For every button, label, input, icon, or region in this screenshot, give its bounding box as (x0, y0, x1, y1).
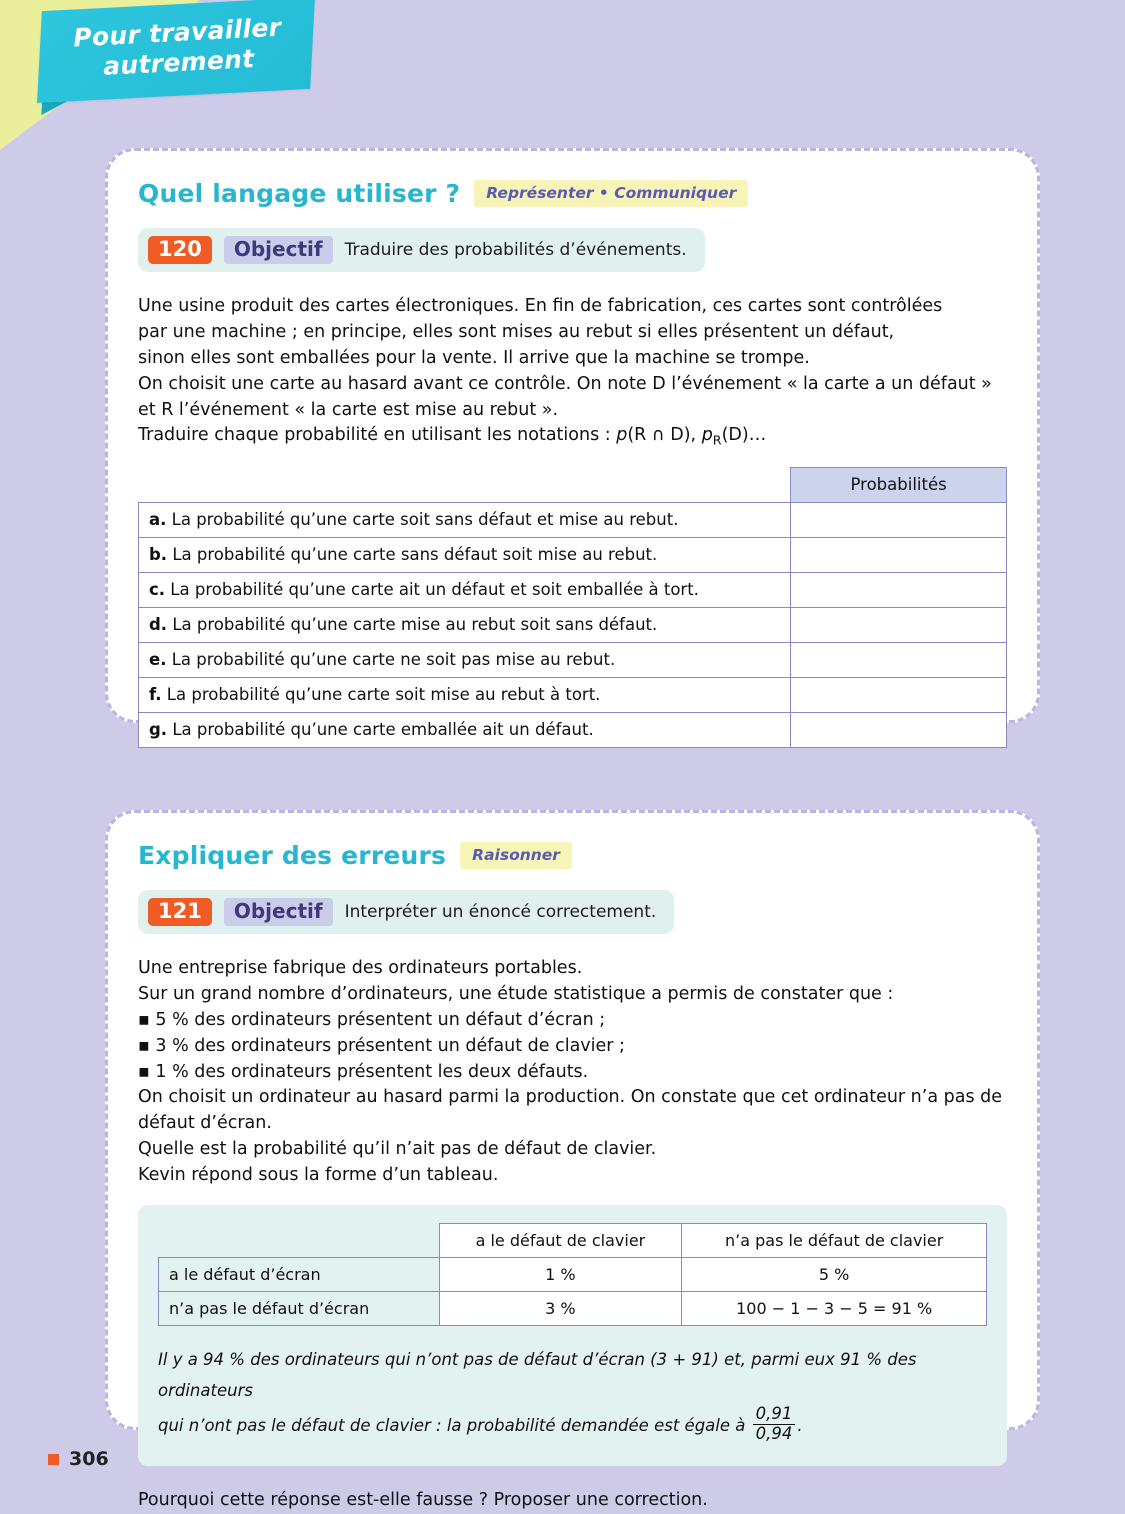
table-header-blank (139, 467, 791, 502)
table-corner-cell (159, 1224, 440, 1258)
statement-notation-prefix: Traduire chaque probabilité en utilisant les notations : (138, 425, 617, 446)
table-header-pas-clavier: n’a pas le défaut de clavier (682, 1224, 987, 1258)
statement-line: Sur un grand nombre d’ordinateurs, une étude statistique a permis de constater que : (138, 983, 894, 1004)
exercise-number-120: 120 (148, 236, 212, 264)
table-header-clavier: a le défaut de clavier (439, 1224, 682, 1258)
notation-arg2: (D)… (721, 425, 767, 446)
kevin-reasoning-text (158, 1344, 987, 1446)
table-row (159, 1258, 987, 1292)
table-cell: 100 − 1 − 3 − 5 = 91 % (682, 1292, 987, 1326)
notation-subscript: R (712, 432, 722, 448)
objective-badge-121: Objectif (224, 898, 333, 926)
competence-tag-121: Raisonner (460, 842, 572, 869)
table-cell-statement (139, 502, 791, 537)
kevin-line-2-end: . (797, 1415, 803, 1435)
table-rowhead-ecran: a le défaut d’écran (159, 1258, 440, 1292)
statement-notation-line (138, 423, 1007, 450)
defect-table-121 (158, 1223, 987, 1326)
statement-line: par une machine ; en principe, elles sont mises au rebut si elles présentent un défaut, (138, 321, 895, 342)
statement-bullet: ▪ 3 % des ordinateurs présentent un défaut de clavier ; (138, 1035, 625, 1056)
kevin-line-2-text: qui n’ont pas le défaut de clavier : la probabilité demandée est égale à (158, 1415, 751, 1435)
exercise-number-121: 121 (148, 898, 212, 926)
row-text: La probabilité qu’une carte emballée ait un défaut. (167, 719, 594, 739)
section-title-121: Expliquer des erreurs (138, 841, 447, 870)
row-letter: a. (149, 509, 167, 529)
table-cell-answer[interactable] (791, 502, 1007, 537)
notation-arg1: (R ∩ D), (627, 425, 702, 446)
corner-banner-line2: autrement (102, 43, 256, 81)
statement-line: Une entreprise fabrique des ordinateurs portables. (138, 958, 583, 978)
table-row (139, 572, 1007, 607)
table-header-probabilites: Probabilités (791, 467, 1007, 502)
table-cell: 1 % (439, 1258, 682, 1292)
statement-120 (138, 294, 1007, 451)
statement-line: sinon elles sont emballées pour la vente. Il arrive que la machine se trompe. (138, 347, 810, 368)
row-letter: e. (149, 649, 167, 669)
row-letter: g. (149, 719, 168, 739)
statement-line: et R l’événement « la carte est mise au rebut ». (138, 399, 559, 420)
statement-bullet: ▪ 1 % des ordinateurs présentent les deux défauts. (138, 1061, 589, 1082)
row-letter: d. (149, 614, 168, 634)
section-header-120 (138, 179, 1007, 208)
statement-line: Kevin répond sous la forme d’un tableau. (138, 1165, 499, 1186)
fraction (753, 1405, 796, 1444)
row-text: La probabilité qu’une carte soit mise au rebut à tort. (161, 684, 601, 704)
table-cell-statement (139, 712, 791, 747)
exercise-card-120 (105, 148, 1040, 739)
row-text: La probabilité qu’une carte ait un défaut et soit emballée à tort. (165, 579, 699, 599)
table-row (139, 712, 1007, 747)
table-cell-answer[interactable] (791, 642, 1007, 677)
statement-121 (138, 956, 1007, 1189)
corner-banner (0, 0, 330, 160)
table-header-row (159, 1224, 987, 1258)
objective-row-121 (138, 890, 674, 934)
table-row (139, 502, 1007, 537)
table-cell-statement (139, 677, 791, 712)
statement-line: On choisit un ordinateur au hasard parmi la production. On constate que cet ordinateur n’a pas de défaut d’écran. (138, 1087, 1003, 1134)
notation-p2: p (701, 425, 713, 446)
table-row (139, 642, 1007, 677)
page-number: 306 (69, 1448, 109, 1470)
row-text: La probabilité qu’une carte soit sans défaut et mise au rebut. (166, 509, 679, 529)
table-row (139, 607, 1007, 642)
table-cell-statement (139, 607, 791, 642)
table-cell-answer[interactable] (791, 572, 1007, 607)
kevin-answer-block (138, 1205, 1007, 1466)
row-letter: f. (149, 684, 162, 704)
table-cell: 5 % (682, 1258, 987, 1292)
objective-text-120: Traduire des probabilités d’événements. (344, 240, 687, 260)
objective-badge-120: Objectif (224, 236, 333, 264)
table-cell-statement (139, 537, 791, 572)
section-title-120: Quel langage utiliser ? (138, 179, 461, 208)
fraction-denominator: 0,94 (753, 1424, 796, 1444)
table-cell-statement (139, 572, 791, 607)
table-row (139, 677, 1007, 712)
row-text: La probabilité qu’une carte mise au rebut soit sans défaut. (167, 614, 658, 634)
table-cell-statement (139, 642, 791, 677)
corner-banner-line1: Pour travailler (72, 12, 282, 53)
section-header-121 (138, 841, 1007, 870)
table-header-row (139, 467, 1007, 502)
row-text: La probabilité qu’une carte sans défaut soit mise au rebut. (167, 544, 658, 564)
table-row (139, 537, 1007, 572)
page-footer (48, 1448, 109, 1470)
footer-square-icon (48, 1454, 59, 1465)
statement-bullet: ▪ 5 % des ordinateurs présentent un défaut d’écran ; (138, 1009, 606, 1030)
kevin-line-2 (158, 1403, 987, 1446)
question-121: Pourquoi cette réponse est-elle fausse ? Proposer une correction. (138, 1489, 708, 1510)
table-cell-answer[interactable] (791, 712, 1007, 747)
row-text: La probabilité qu’une carte ne soit pas mise au rebut. (166, 649, 616, 669)
kevin-line-1: Il y a 94 % des ordinateurs qui n’ont pas de défaut d’écran (3 + 91) et, parmi eux 91 % des ordinateurs (158, 1350, 917, 1401)
objective-row-120 (138, 228, 705, 272)
table-cell-answer[interactable] (791, 677, 1007, 712)
statement-line: Quelle est la probabilité qu’il n’ait pas de défaut de clavier. (138, 1139, 657, 1160)
fraction-numerator: 0,91 (755, 1403, 793, 1423)
statement-line: On choisit une carte au hasard avant ce contrôle. On note D l’événement « la carte a un défaut » (138, 373, 992, 394)
notation-p1: p (616, 425, 628, 446)
exercise-card-121 (105, 810, 1040, 1510)
probability-table-120 (138, 467, 1007, 748)
row-letter: c. (149, 579, 166, 599)
row-letter: b. (149, 544, 168, 564)
corner-banner-text (57, 12, 300, 83)
table-rowhead-pas-ecran: n’a pas le défaut d’écran (159, 1292, 440, 1326)
competence-tag-120: Représenter • Communiquer (474, 180, 748, 207)
statement-line: Une usine produit des cartes électroniques. En fin de fabrication, ces cartes sont contrôlées (138, 296, 943, 316)
objective-text-121: Interpréter un énoncé correctement. (344, 902, 657, 922)
table-cell: 3 % (439, 1292, 682, 1326)
table-cell-answer[interactable] (791, 607, 1007, 642)
table-cell-answer[interactable] (791, 537, 1007, 572)
table-row (159, 1292, 987, 1326)
